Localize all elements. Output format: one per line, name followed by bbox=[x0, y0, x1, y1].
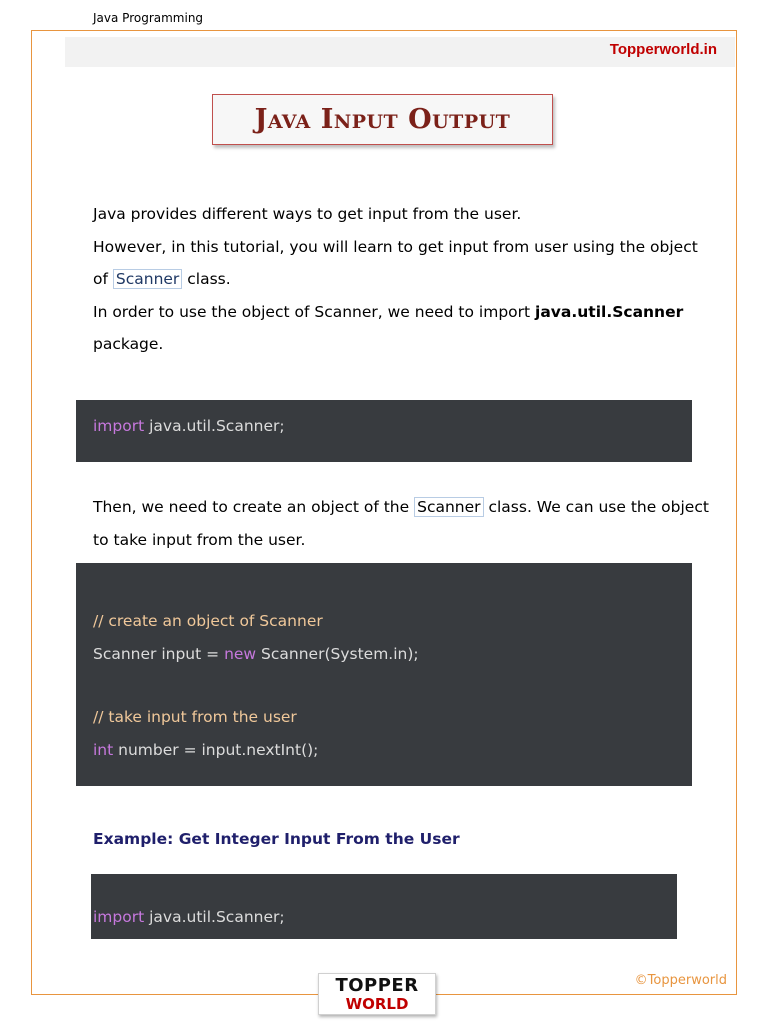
title-box bbox=[212, 94, 553, 145]
code-block-import bbox=[76, 400, 692, 462]
code-comment: // take input from the user bbox=[93, 708, 297, 726]
intro-line-5: package. bbox=[93, 335, 164, 353]
code-line bbox=[93, 907, 285, 927]
topperworld-logo bbox=[318, 973, 436, 1015]
middle-line-1-post: class. We can use the object bbox=[488, 498, 709, 516]
middle-line-2: to take input from the user. bbox=[93, 530, 306, 549]
code-keyword: new bbox=[224, 645, 257, 663]
code-line bbox=[93, 644, 419, 664]
intro-line-4-pre: In order to use the object of Scanner, we need to import bbox=[93, 302, 531, 321]
code-line bbox=[93, 740, 318, 760]
copyright: ©Topperworld bbox=[634, 973, 727, 988]
code-text: java.util.Scanner; bbox=[144, 417, 285, 435]
intro-line-2: However, in this tutorial, you will learn to get input from user using the object bbox=[93, 237, 698, 256]
middle-paragraph bbox=[93, 491, 709, 556]
code-keyword: import bbox=[93, 908, 145, 926]
code-text: number = input.nextInt(); bbox=[113, 741, 319, 759]
code-keyword: import bbox=[93, 417, 145, 435]
site-name: Topperworld.in bbox=[609, 41, 717, 58]
scanner-class-ref: Scanner bbox=[113, 269, 182, 289]
scanner-class-ref: Scanner bbox=[414, 497, 483, 517]
intro-line-4 bbox=[93, 296, 684, 329]
code-block-scanner bbox=[76, 563, 692, 786]
intro-line-3 bbox=[93, 263, 675, 296]
intro-line-3-post: class. bbox=[187, 270, 231, 288]
code-text: Scanner(System.in); bbox=[256, 645, 419, 663]
package-name: java.util.Scanner bbox=[535, 302, 684, 321]
code-text: Scanner input = bbox=[93, 645, 225, 663]
code-comment: // create an object of Scanner bbox=[93, 612, 323, 630]
page-title: Java Input Output bbox=[254, 104, 511, 135]
site-bar bbox=[65, 37, 735, 67]
logo-bottom-text: WORLD bbox=[345, 995, 409, 1013]
running-header: Java Programming bbox=[93, 11, 204, 25]
middle-line-1 bbox=[93, 491, 709, 524]
code-line bbox=[93, 416, 285, 436]
middle-line-1-pre: Then, we need to create an object of the bbox=[93, 498, 410, 516]
intro-paragraph bbox=[93, 198, 698, 361]
example-heading: Example: Get Integer Input From the User bbox=[93, 830, 460, 848]
code-keyword: int bbox=[93, 741, 114, 759]
code-block-example bbox=[91, 874, 677, 939]
code-text: java.util.Scanner; bbox=[144, 908, 285, 926]
intro-line-3-pre: of bbox=[93, 270, 108, 288]
intro-line-1: Java provides different ways to get input from the user. bbox=[93, 205, 522, 223]
logo-top-text: TOPPER bbox=[335, 975, 419, 996]
